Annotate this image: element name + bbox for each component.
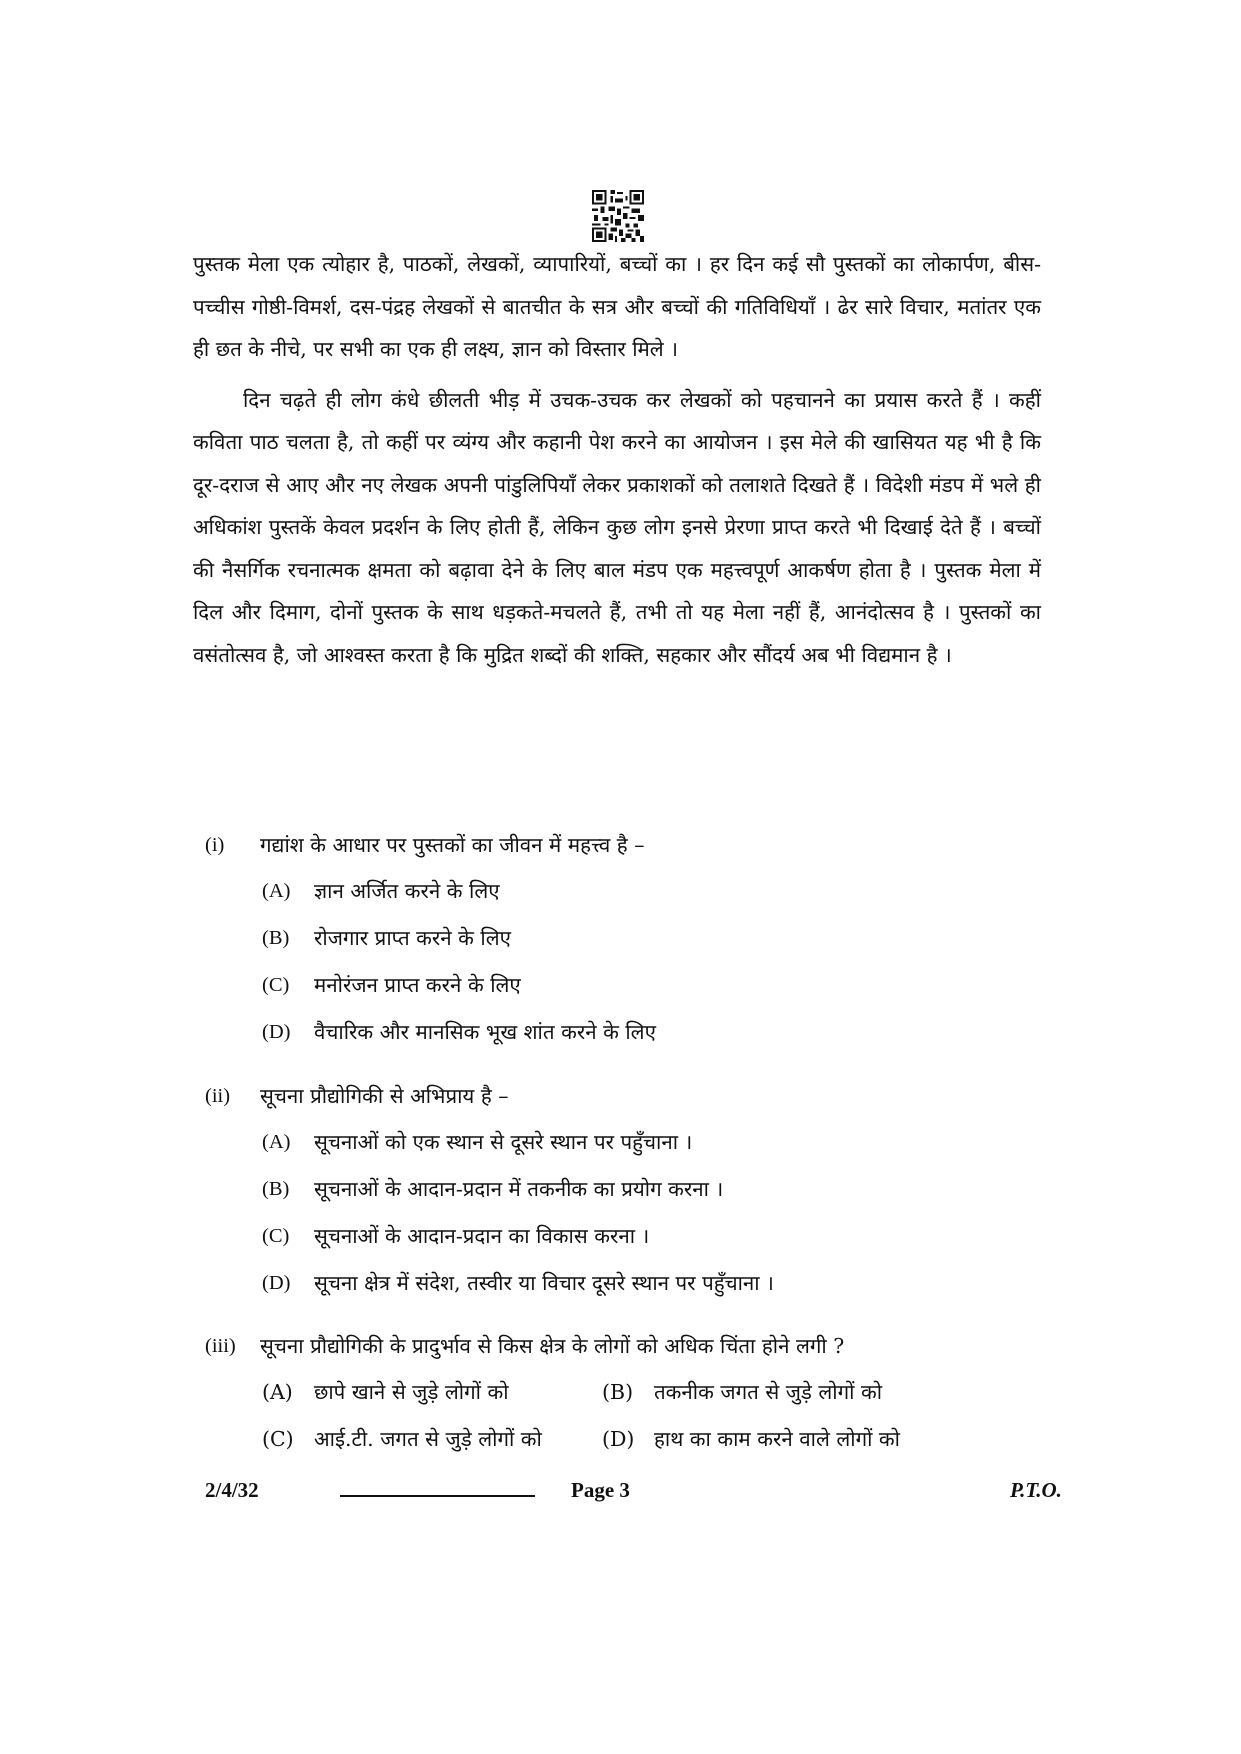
option-label: (C) bbox=[262, 974, 290, 996]
question-text: सूचना प्रौद्योगिकी से अभिप्राय है – bbox=[260, 1084, 509, 1108]
option-label: (D) bbox=[262, 1272, 291, 1294]
option-b bbox=[262, 1166, 1035, 1213]
question-number: (ii) bbox=[205, 1085, 231, 1107]
option-text: सूचनाओं के आदान-प्रदान में तकनीक का प्रयोग करना । bbox=[314, 1177, 724, 1201]
question-number: (iii) bbox=[205, 1335, 236, 1357]
option-text: हाथ का काम करने वाले लोगों को bbox=[654, 1427, 900, 1451]
option-text: रोजगार प्राप्त करने के लिए bbox=[314, 926, 511, 950]
page-number: Page 3 bbox=[571, 1478, 630, 1502]
option-row-cd bbox=[262, 1416, 1035, 1463]
option-c bbox=[262, 1213, 1035, 1260]
passage bbox=[193, 243, 1041, 676]
question-3 bbox=[205, 1323, 1035, 1463]
option-d bbox=[262, 1260, 1035, 1307]
question-2 bbox=[205, 1073, 1035, 1307]
option-label: (A) bbox=[262, 1131, 291, 1153]
question-number: (i) bbox=[205, 834, 225, 856]
option-a bbox=[262, 1119, 1035, 1166]
option-c bbox=[262, 962, 1035, 1009]
option-label: (B) bbox=[262, 1178, 290, 1200]
page-footer bbox=[0, 1478, 1241, 1514]
option-label: (A) bbox=[262, 1380, 293, 1404]
option-text: मनोरंजन प्राप्त करने के लिए bbox=[314, 973, 521, 997]
option-label: (D) bbox=[262, 1021, 291, 1043]
question-stem bbox=[205, 822, 1035, 868]
option-text: सूचनाओं के आदान-प्रदान का विकास करना । bbox=[314, 1224, 650, 1248]
option-label: (D) bbox=[602, 1427, 635, 1451]
option-a bbox=[262, 868, 1035, 915]
option-label: (B) bbox=[262, 927, 290, 949]
qr-code-icon bbox=[592, 190, 644, 242]
footer-divider bbox=[340, 1495, 535, 1497]
passage-paragraph-2: दिन चढ़ते ही लोग कंधे छीलती भीड़ में उचक-उचक कर लेखकों को पहचानने का प्रयास करते हैं । कहीं कविता पाठ चलता है, तो कहीं पर व्यंग्य और कहानी पेश करने का आयोजन । इस मेले की खासियत यह भी है कि दूर-दराज से आए और नए लेखक अपनी पांडुलिपियाँ लेकर प्रकाशकों को तलाशते दिखते हैं । विदेशी मंडप में भले ही अधिकांश पुस्तकें केवल प्रदर्शन के लिए होती हैं, लेकिन कुछ लोग इनसे प्रेरणा प्राप्त करते भी दिखाई देते हैं । बच्चों की नैसर्गिक रचनात्मक क्षमता को बढ़ावा देने के लिए बाल मंडप एक महत्त्वपूर्ण आकर्षण होता है । पुस्तक मेला में दिल और दिमाग, दोनों पुस्तक के साथ धड़कते-मचलते हैं, तभी तो यह मेला नहीं हैं, आनंदोत्सव है । पुस्तकों का वसंतोत्सव है, जो आश्वस्त करता है कि मुद्रित शब्दों की शक्ति, सहकार और सौंदर्य अब भी विद्यमान है । bbox=[193, 387, 1041, 667]
option-text: छापे खाने से जुड़े लोगों को bbox=[314, 1380, 509, 1404]
question-text: सूचना प्रौद्योगिकी के प्रादुर्भाव से किस क्षेत्र के लोगों को अधिक चिंता होने लगी ? bbox=[260, 1334, 845, 1358]
paper-code: 2/4/32 bbox=[205, 1478, 259, 1502]
option-text: तकनीक जगत से जुड़े लोगों को bbox=[654, 1380, 883, 1404]
option-b bbox=[262, 915, 1035, 962]
option-label: (C) bbox=[262, 1427, 294, 1451]
option-label: (A) bbox=[262, 880, 291, 902]
option-text: ज्ञान अर्जित करने के लिए bbox=[314, 879, 500, 903]
question-1 bbox=[205, 822, 1035, 1056]
question-text: गद्यांश के आधार पर पुस्तकों का जीवन में महत्त्व है – bbox=[260, 833, 645, 857]
option-text: सूचनाओं को एक स्थान से दूसरे स्थान पर पहुँचाना । bbox=[314, 1130, 693, 1154]
option-label: (C) bbox=[262, 1225, 290, 1247]
question-stem bbox=[205, 1323, 1035, 1369]
question-stem bbox=[205, 1073, 1035, 1119]
option-text: वैचारिक और मानसिक भूख शांत करने के लिए bbox=[314, 1020, 656, 1044]
option-row-ab bbox=[262, 1369, 1035, 1416]
option-text: सूचना क्षेत्र में संदेश, तस्वीर या विचार दूसरे स्थान पर पहुँचाना । bbox=[314, 1271, 774, 1295]
option-label: (B) bbox=[602, 1380, 634, 1404]
passage-paragraph-1: पुस्तक मेला एक त्योहार है, पाठकों, लेखकों, व्यापारियों, बच्चों का । हर दिन कई सौ पुस्तकों का लोकार्पण, बीस-पच्चीस गोष्ठी-विमर्श, दस-पंद्रह लेखकों से बातचीत के सत्र और बच्चों की गतिविधियाँ । ढेर सारे विचार, मतांतर एक ही छत के नीचे, पर सभी का एक ही लक्ष्य, ज्ञान को विस्तार मिले । bbox=[193, 252, 1041, 361]
option-text: आई.टी. जगत से जुड़े लोगों को bbox=[314, 1427, 542, 1451]
option-d bbox=[262, 1009, 1035, 1056]
please-turn-over: P.T.O. bbox=[1010, 1478, 1062, 1502]
